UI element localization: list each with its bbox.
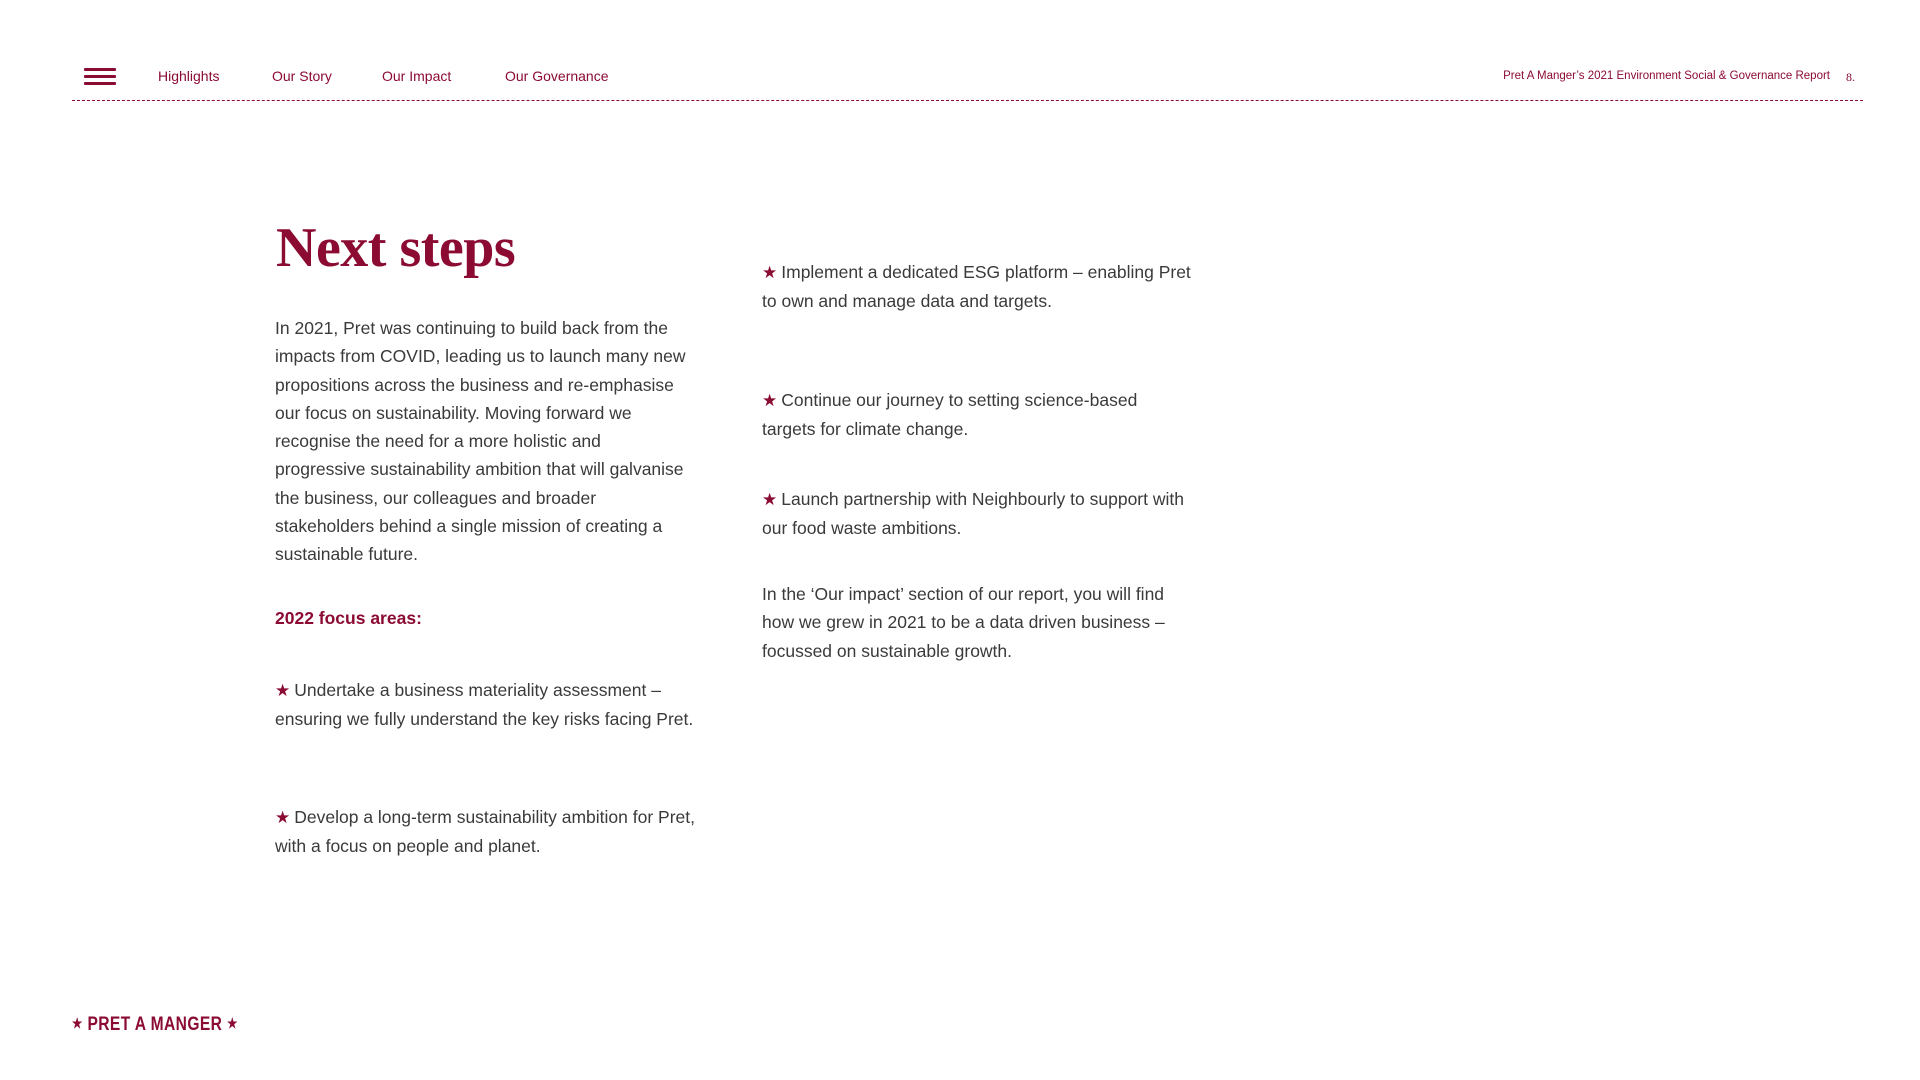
menu-icon-bar: [84, 75, 116, 78]
nav-link-our-story[interactable]: Our Story: [272, 68, 332, 84]
logo-star-icon: ★: [227, 1015, 238, 1031]
star-bullet-icon: ★: [275, 808, 291, 827]
logo-text: PRET A MANGER: [87, 1014, 223, 1035]
report-title: Pret A Manger’s 2021 Environment Social & Governance Report: [1503, 70, 1830, 82]
focus-item-text: Undertake a business materiality assessment – ensuring we fully understand the key risks facing Pret.: [275, 680, 694, 730]
page-title: Next steps: [276, 217, 516, 279]
focus-item: [275, 676, 695, 734]
menu-icon-bar: [84, 82, 116, 85]
focus-item-text: Launch partnership with Neighbourly to support with our food waste ambitions.: [762, 489, 1184, 539]
nav-link-our-governance[interactable]: Our Governance: [505, 68, 609, 84]
nav-link-highlights[interactable]: Highlights: [158, 68, 220, 84]
focus-item-text: Develop a long-term sustainability ambition for Pret, with a focus on people and planet.: [275, 807, 695, 857]
focus-item: [762, 485, 1192, 543]
star-bullet-icon: ★: [762, 263, 778, 282]
focus-item: [762, 386, 1192, 444]
page-number: 8.: [1846, 70, 1855, 84]
focus-areas-label: 2022 focus areas:: [275, 608, 422, 628]
focus-item-text: Implement a dedicated ESG platform – enabling Pret to own and manage data and targets.: [762, 262, 1191, 312]
menu-icon-bar: [84, 68, 116, 71]
star-bullet-icon: ★: [275, 681, 291, 700]
focus-item: [762, 258, 1192, 316]
nav-link-our-impact[interactable]: Our Impact: [382, 68, 452, 84]
header-divider: [72, 100, 1863, 101]
star-bullet-icon: ★: [762, 490, 778, 509]
closing-paragraph: In the ‘Our impact’ section of our report, you will find how we grew in 2021 to be a data driven business – focussed on sustainable growth.: [762, 584, 1165, 661]
focus-item: [275, 803, 695, 861]
hamburger-menu-icon[interactable]: [84, 68, 116, 86]
focus-item-text: Continue our journey to setting science-based targets for climate change.: [762, 390, 1138, 440]
pret-a-manger-logo[interactable]: [72, 1014, 238, 1036]
intro-paragraph: In 2021, Pret was continuing to build back from the impacts from COVID, leading us to launch many new propositions across the business and re-emphasise our focus on sustainability. Moving forward we recognise the need for a more holistic and progressive sustainability ambition that will galvanise the business, our colleagues and broader stakeholders behind a single mission of creating a sustainable future.: [275, 318, 686, 565]
logo-star-icon: ★: [72, 1015, 83, 1031]
star-bullet-icon: ★: [762, 391, 778, 410]
